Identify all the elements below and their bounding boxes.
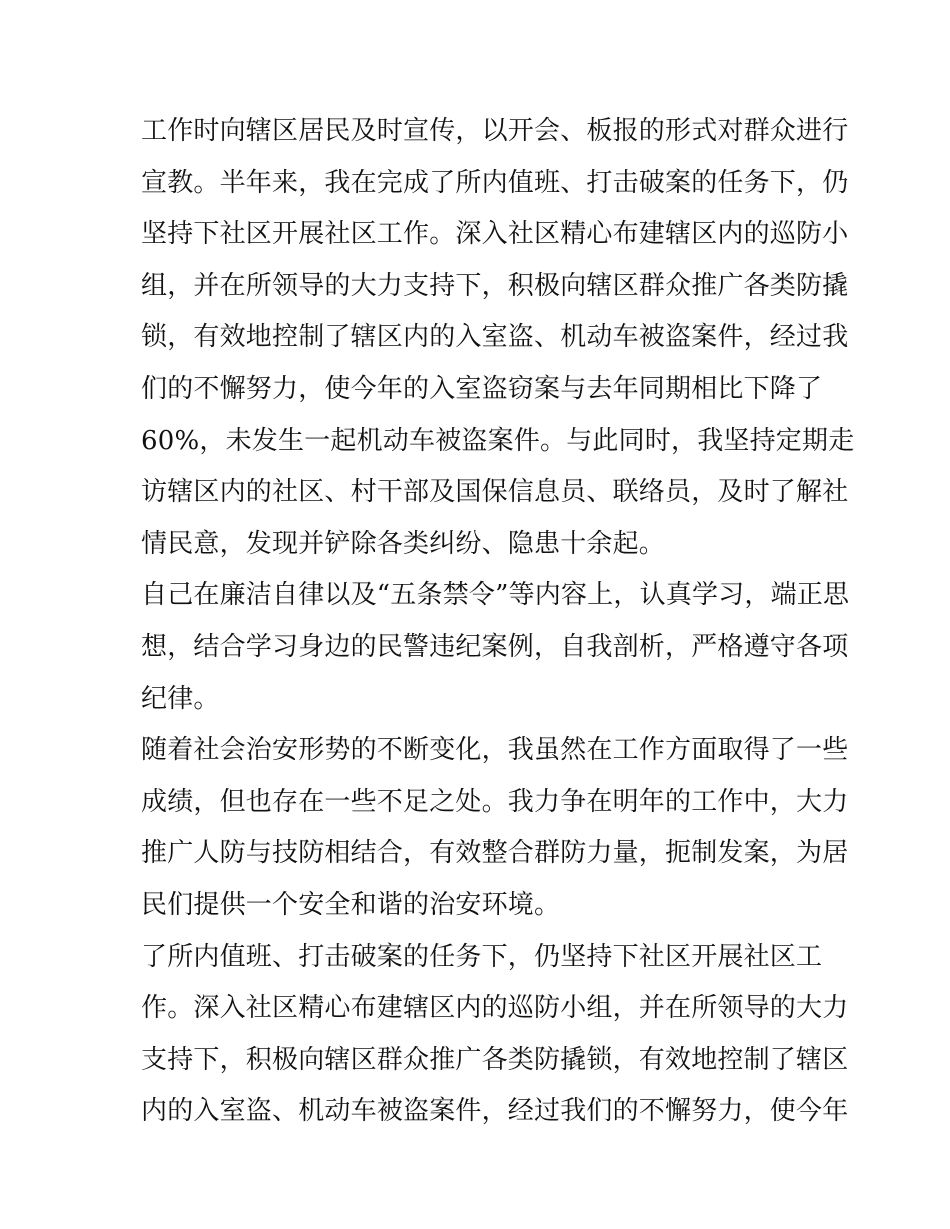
text-line: 想，结合学习身边的民警违纪案例，自我剖析，严格遵守各项 <box>141 631 849 662</box>
paragraph-shortcomings <box>141 725 849 931</box>
text-line: 60%，未发生一起机动车被盗案件。与此同时，我坚持定期走 <box>141 425 855 456</box>
text-line: 纪律。 <box>141 683 220 714</box>
text-line: 工作时向辖区居民及时宣传，以开会、板报的形式对群众进行 <box>141 116 849 146</box>
paragraph-repeated-duty <box>141 932 849 1138</box>
text-line: 随着社会治安形势的不断变化，我虽然在工作方面取得了一些 <box>141 735 849 766</box>
paragraph-self-discipline <box>141 570 850 725</box>
text-line: 内的入室盗、机动车被盗案件，经过我们的不懈努力，使今年 <box>141 1096 849 1127</box>
text-line: 访辖区内的社区、村干部及国保信息员、联络员，及时了解社 <box>141 477 849 508</box>
text-line: 成绩，但也存在一些不足之处。我力争在明年的工作中，大力 <box>141 786 849 817</box>
paragraph-community-work <box>141 106 855 570</box>
text-line: 坚持下社区开展社区工作。深入社区精心布建辖区内的巡防小 <box>141 219 849 250</box>
text-line: 支持下，积极向辖区群众推广各类防撬锁，有效地控制了辖区 <box>141 1044 849 1075</box>
text-line: 了所内值班、打击破案的任务下，仍坚持下社区开展社区工 <box>141 941 823 972</box>
text-line: 情民意，发现并铲除各类纠纷、隐患十余起。 <box>141 528 666 559</box>
text-line: 锁，有效地控制了辖区内的入室盗、机动车被盗案件，经过我 <box>141 322 849 353</box>
text-line: 民们提供一个安全和谐的治安环境。 <box>141 889 561 920</box>
text-line: 作。深入社区精心布建辖区内的巡防小组，并在所领导的大力 <box>141 993 849 1024</box>
text-line: 们的不懈努力，使今年的入室盗窃案与去年同期相比下降了 <box>141 373 823 404</box>
text-line: 宣教。半年来，我在完成了所内值班、打击破案的任务下，仍 <box>141 167 849 198</box>
text-line: 自己在廉洁自律以及“五条禁令”等内容上，认真学习，端正思 <box>141 580 850 611</box>
text-line: 组，并在所领导的大力支持下，积极向辖区群众推广各类防撬 <box>141 270 849 301</box>
text-line: 推广人防与技防相结合，有效整合群防力量，扼制发案，为居 <box>141 838 849 869</box>
document-body <box>141 106 855 1138</box>
